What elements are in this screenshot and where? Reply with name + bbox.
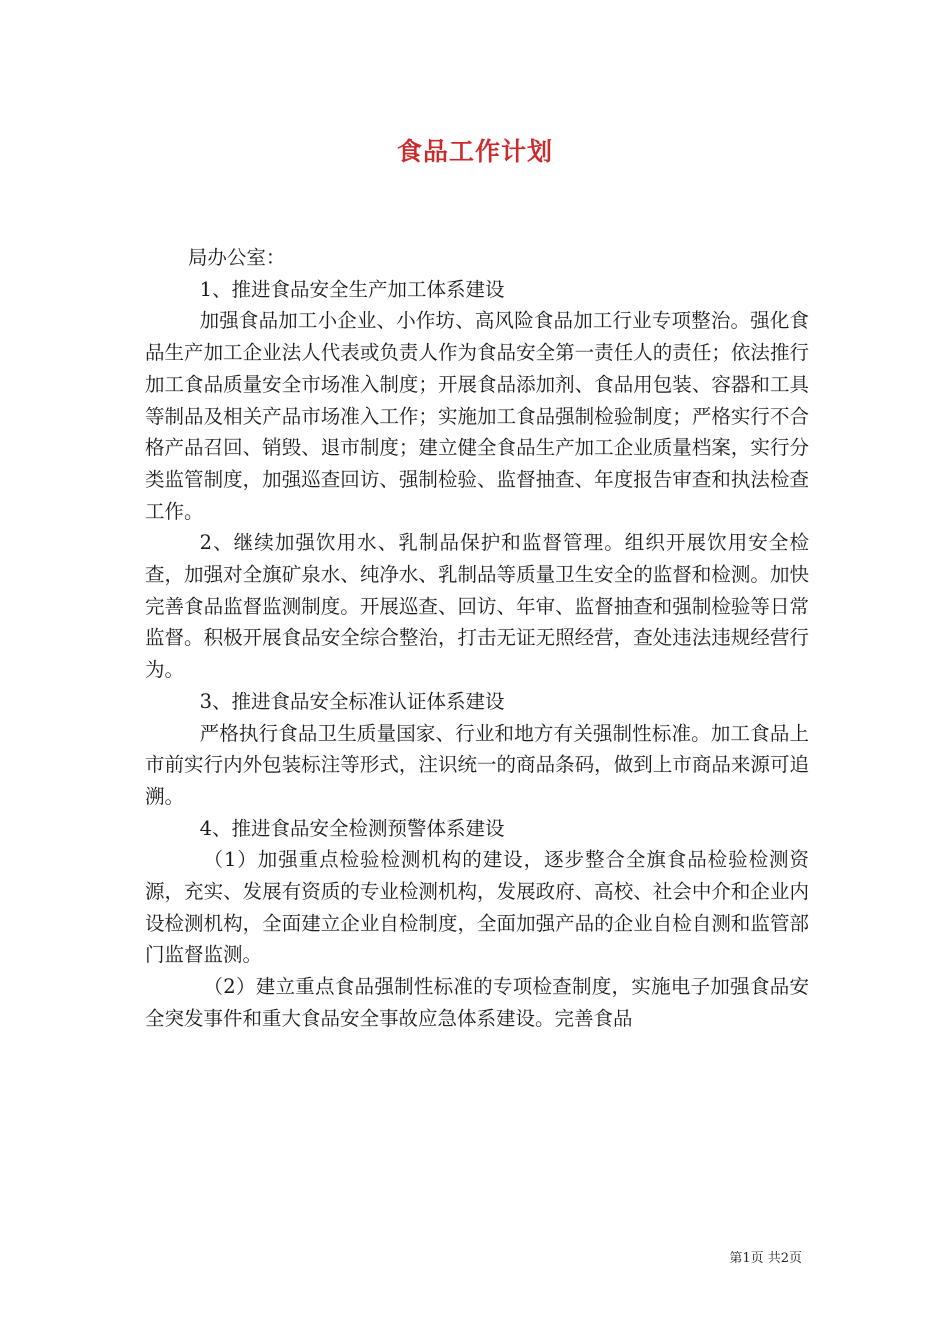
document-title: 食品工作计划 (396, 137, 553, 166)
section-heading-4: 4、推进食品安全检测预警体系建设 (199, 816, 505, 840)
section-heading-1: 1、推进食品安全生产加工体系建设 (199, 277, 505, 301)
salutation: 局办公室： (187, 246, 286, 269)
page-number-footer: 第1页 共2页 (729, 1251, 802, 1266)
document-body (145, 242, 809, 1035)
paragraph-1: 加强食品加工小企业、小作坊、高风险食品加工行业专项整治。强化食品生产加工企业法人代表或负责人作为食品安全第一责任人的责任；依法推行加工食品质量安全市场准入制度；开展食品添加剂、食品用包装、容器和工具等制品及相关产品市场准入工作；实施加工食品强制检验制度；严格实行不合格产品召回、销毁、退市制度；建立健全食品生产加工企业质量档案，实行分类监管制度，加强巡查回访、强制检验、监督抽查、年度报告审查和执法检查工作。 (145, 309, 809, 523)
paragraph-2: 2、继续加强饮用水、乳制品保护和监督管理。组织开展饮用安全检查，加强对全旗矿泉水、纯净水、乳制品等质量卫生安全的监督和检测。加快完善食品监督监测制度。开展巡查、回访、年审、监督抽查和强制检验等日常监督。积极开展食品安全综合整治，打击无证无照经营，查处违法违规经营行为。 (145, 531, 809, 682)
section-heading-3: 3、推进食品安全标准认证体系建设 (199, 689, 505, 713)
subparagraph-4-1: （1）加强重点检验检测机构的建设，逐步整合全旗食品检验检测资源，充实、发展有资质的专业检测机构，发展政府、高校、社会中介和企业内设检测机构，全面建立企业自检制度，全面加强产品的企业自检自测和监管部门监督监测。 (145, 848, 809, 967)
paragraph-3: 严格执行食品卫生质量国家、行业和地方有关强制性标准。加工食品上市前实行内外包装标注等形式，注识统一的商品条码，做到上市商品来源可追溯。 (145, 721, 809, 808)
subparagraph-4-2: （2）建立重点食品强制性标准的专项检查制度，实施电子加强食品安全突发事件和重大食品安全事故应急体系建设。完善食品 (145, 975, 809, 1030)
